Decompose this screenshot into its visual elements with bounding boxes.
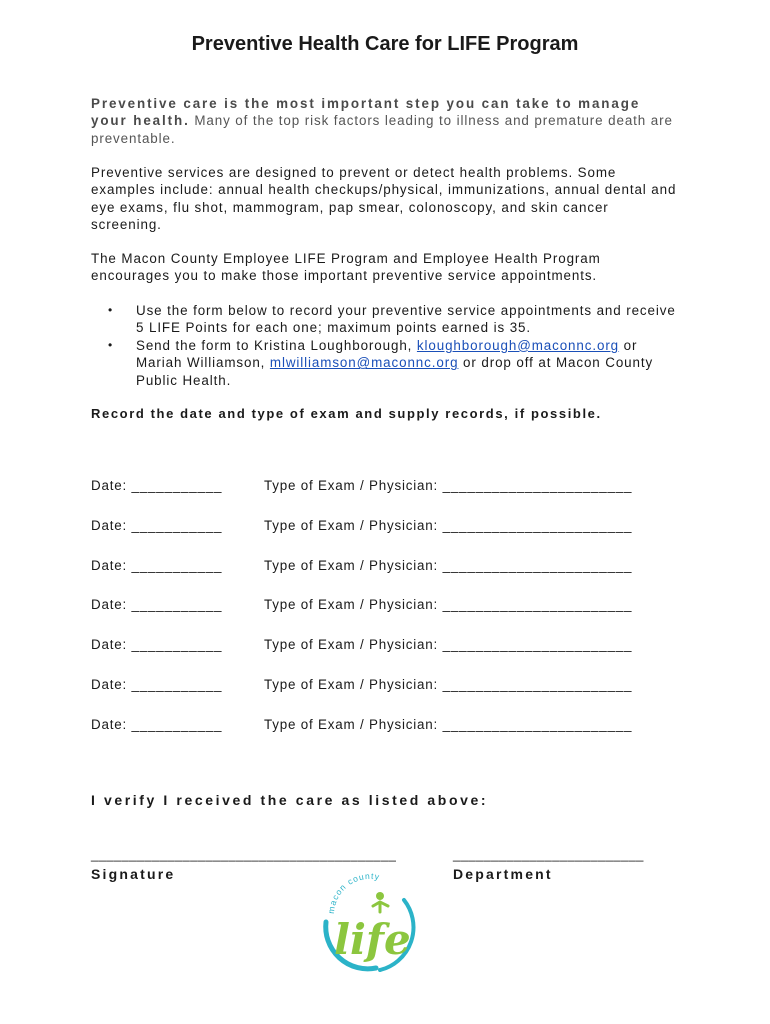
date-field[interactable]: Date: ___________ [91,518,223,533]
signature-line[interactable]: ________________________________________ [91,847,397,862]
bullet-icon: • [108,303,114,317]
list-item [108,337,688,389]
bullet-text-send-after: or drop off at Macon County Public Health. [136,355,654,388]
logo-arc-textpath: macon county [325,872,381,915]
list-item [108,302,688,337]
date-field[interactable]: Date: ___________ [91,677,223,692]
department-label: Department [453,866,553,882]
date-field[interactable]: Date: ___________ [91,558,223,573]
intro-lead: Preventive care is the most important step you can take to manage your health. [91,96,641,129]
instructions-list [108,302,688,389]
bullet-text-send-mid: or Mariah Williamson, [136,337,638,371]
entry-row [91,717,691,737]
date-field[interactable]: Date: ___________ [91,597,223,612]
page-title: Preventive Health Care for LIFE Program [191,33,579,55]
bullet-text-send-before: Send the form to Kristina Loughborough, [136,337,417,353]
email-link-mlwilliamson[interactable]: mlwilliamson@maconnc.org [269,355,459,371]
exam-physician-field[interactable]: Type of Exam / Physician: _______________________ [264,677,633,692]
exam-physician-field[interactable]: Type of Exam / Physician: _______________________ [264,597,633,612]
services-paragraph: Preventive services are designed to prevent or detect health problems. Some examples include: annual health checkups/physical, immunizations, annual dental and eye exams, flu shot, mammogram, pap smear, colonoscopy, and skin cancer screening. [91,165,677,233]
exam-physician-field[interactable]: Type of Exam / Physician: _______________________ [264,558,633,573]
logo-arc-text [326,872,381,914]
bullet-icon: • [108,337,114,352]
entry-row [91,677,691,697]
signature-label: Signature [91,866,176,882]
exam-physician-field[interactable]: Type of Exam / Physician: _______________________ [264,478,633,493]
date-field[interactable]: Date: ___________ [91,478,223,493]
exam-physician-field[interactable]: Type of Exam / Physician: _______________________ [264,637,633,652]
entry-row [91,518,691,538]
record-instruction [91,406,711,421]
entry-row [91,637,691,657]
macon-county-life-logo [318,872,418,976]
date-field[interactable]: Date: ___________ [91,637,223,652]
logo-word: life [334,915,411,964]
bullet-text-record: Use the form below to record your preventive service appointments and receive 5 LIFE Points for each one; maximum points earned is 35. [136,303,676,336]
intro-rest: Many of the top risk factors leading to illness and premature death are preventable. [91,113,673,146]
entry-row [91,597,691,617]
program-paragraph: The Macon County Employee LIFE Program and Employee Health Program encourages you to make those important preventive service appointments. [91,251,601,284]
email-link-kloughborough[interactable]: kloughborough@maconnc.org [416,337,620,353]
record-instruction-text: Record the date and type of exam and supply records, if possible. [91,406,602,421]
intro-paragraph [91,95,681,147]
department-line[interactable]: _________________________ [453,847,644,862]
verify-statement: I verify I received the care as listed above: [91,792,489,808]
entry-row [91,558,691,578]
exam-physician-field[interactable]: Type of Exam / Physician: _______________________ [264,717,633,732]
logo-figure-head [376,892,384,900]
date-field[interactable]: Date: ___________ [91,717,223,732]
logo-figure-body [373,902,388,912]
entry-row [91,478,691,498]
exam-physician-field[interactable]: Type of Exam / Physician: _______________________ [264,518,633,533]
